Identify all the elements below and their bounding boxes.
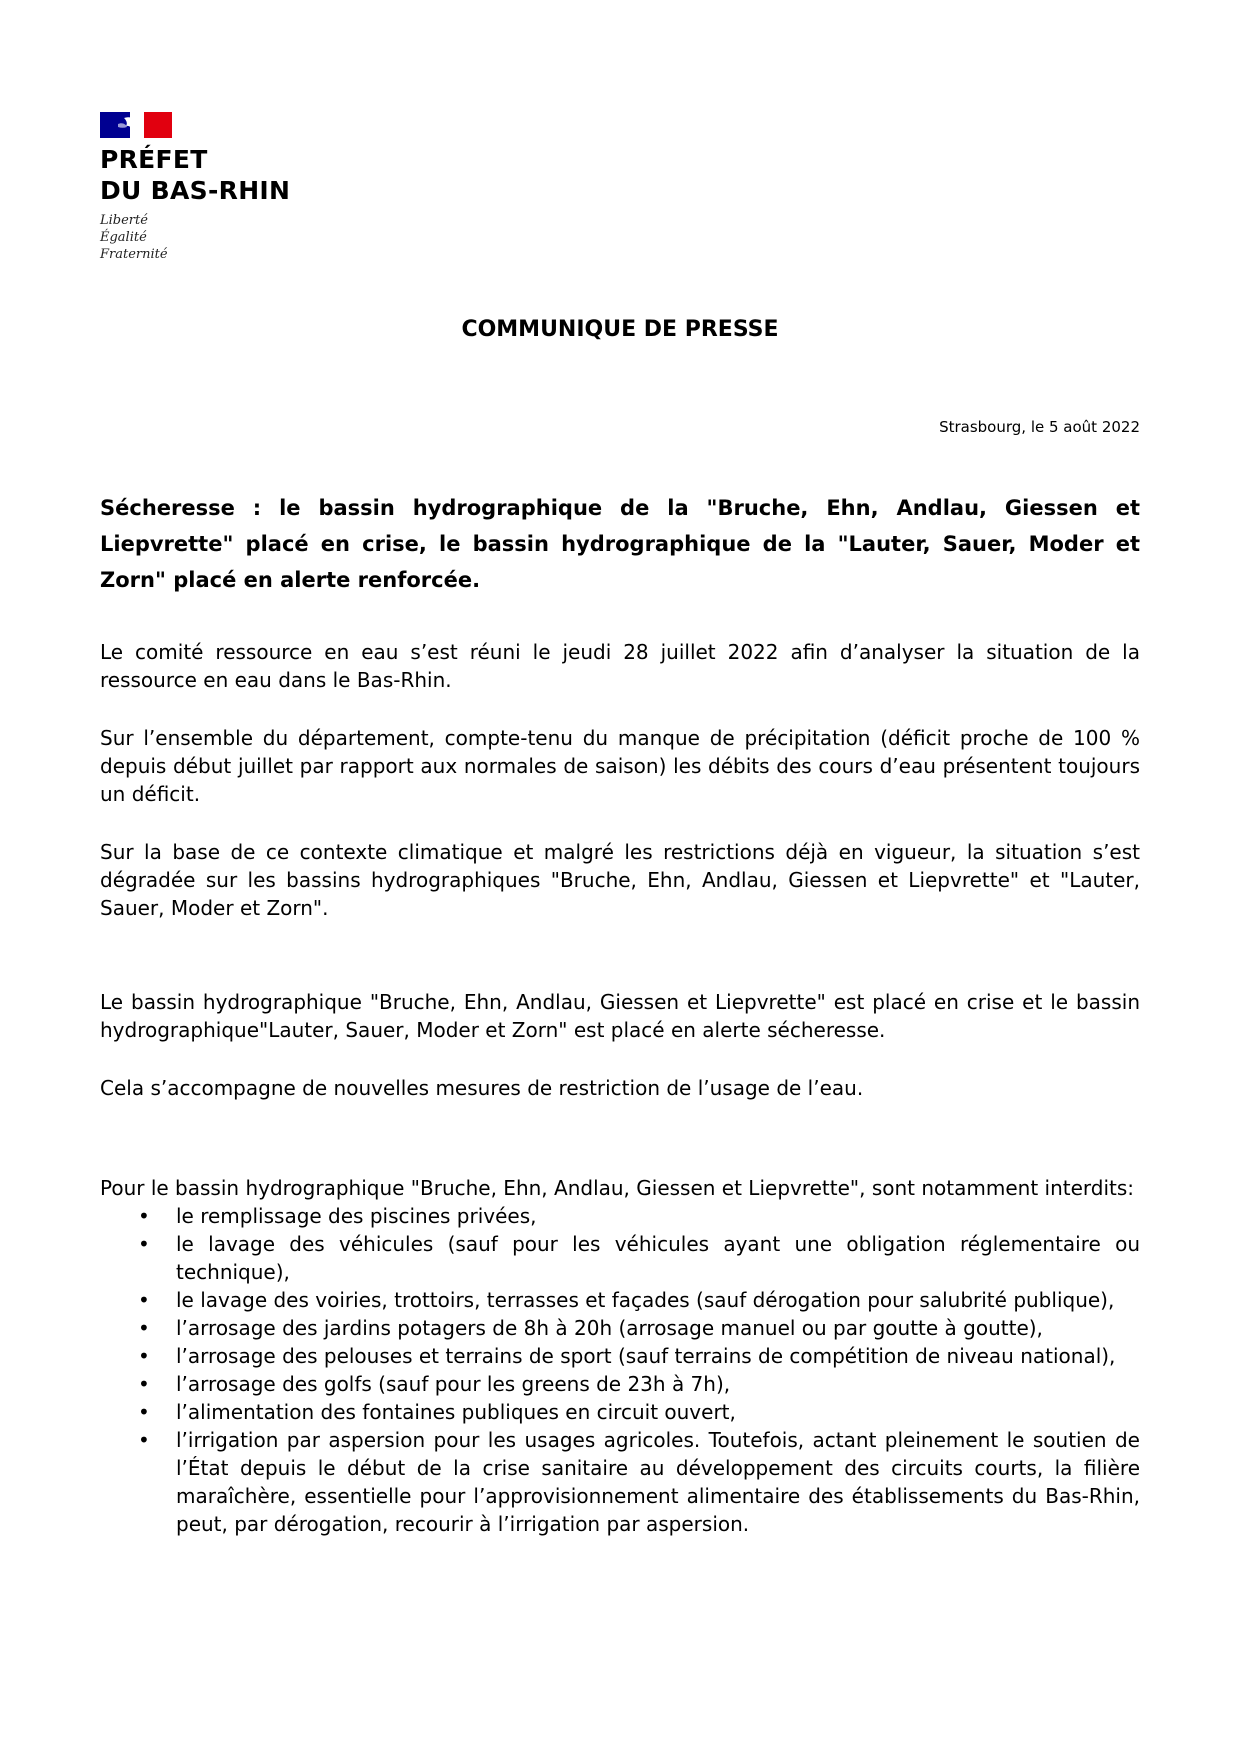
headline: Sécheresse : le bassin hydrographique de la "Bruche, Ehn, Andlau, Giessen et Liepvrette" placé en crise, le bassin hydrographique de la "Lauter, Sauer, Moder et Zorn" placé en alerte renforcée. (100, 496, 1140, 592)
motto-fraternite: Fraternité (100, 247, 168, 262)
list-item: • l’arrosage des jardins potagers de 8h à 20h (arrosage manuel ou par goutte à goutte), (176, 1314, 1140, 1342)
list-item: • l’arrosage des pelouses et terrains de sport (sauf terrains de compétition de niveau national), (176, 1342, 1140, 1370)
paragraph-deficit: Sur l’ensemble du département, compte-tenu du manque de précipitation (déficit proche de 100 % depuis début juillet par rapport aux normales de saison) les débits des cours d’eau présentent toujours un déficit. (100, 726, 1140, 806)
org-line-2: DU BAS-RHIN (100, 176, 291, 205)
press-release-body (100, 490, 1140, 1538)
list-item: • le remplissage des piscines privées, (176, 1202, 1140, 1230)
motto-liberte: Liberté (100, 213, 148, 228)
flag-red-band (144, 112, 172, 138)
place-and-date: Strasbourg, le 5 août 2022 (939, 418, 1140, 436)
document-type-title: COMMUNIQUE DE PRESSE (461, 317, 779, 342)
list-item: • le lavage des voiries, trottoirs, terrasses et façades (sauf dérogation pour salubrité publique), (176, 1286, 1140, 1314)
paragraph-degradation: Sur la base de ce contexte climatique et malgré les restrictions déjà en vigueur, la situation s’est dégradée sur les bassins hydrographiques "Bruche, Ehn, Andlau, Giessen et Liepvrette" et "Lauter, Sauer, Moder et Zorn". (100, 840, 1140, 920)
list-item: • le lavage des véhicules (sauf pour les véhicules ayant une obligation réglementaire ou technique), (176, 1230, 1140, 1286)
paragraph-crisis-status: Le bassin hydrographique "Bruche, Ehn, Andlau, Giessen et Liepvrette" est placé en crise et le bassin hydrographique"Lauter, Sauer, Moder et Zorn" est placé en alerte sécheresse. (100, 990, 1140, 1042)
restrictions-intro: Pour le bassin hydrographique "Bruche, Ehn, Andlau, Giessen et Liepvrette", sont notamment interdits: (100, 1176, 1135, 1200)
list-item: • l’arrosage des golfs (sauf pour les greens de 23h à 7h), (176, 1370, 1140, 1398)
paragraph-new-measures: Cela s’accompagne de nouvelles mesures de restriction de l’usage de l’eau. (100, 1076, 864, 1100)
org-line-1: PRÉFET (100, 145, 208, 174)
org-name (100, 144, 300, 206)
republic-motto (100, 212, 300, 263)
prefecture-logo (100, 112, 300, 263)
list-item: • l’alimentation des fontaines publiques en circuit ouvert, (176, 1398, 1140, 1426)
paragraph-committee: Le comité ressource en eau s’est réuni le jeudi 28 juillet 2022 afin d’analyser la situation de la ressource en eau dans le Bas-Rhin. (100, 640, 1140, 692)
restrictions-list (100, 1202, 1140, 1538)
motto-egalite: Égalité (100, 230, 147, 245)
list-item: • l’irrigation par aspersion pour les usages agricoles. Toutefois, actant pleinement le soutien de l’État depuis le début de la crise sanitaire au développement des circuits courts, la filière maraîchère, essentielle pour l’approvisionnement alimentaire des établissements du Bas-Rhin, peut, par dérogation, recourir à l’irrigation par aspersion. (176, 1426, 1140, 1538)
marianne-flag-icon (100, 112, 172, 138)
